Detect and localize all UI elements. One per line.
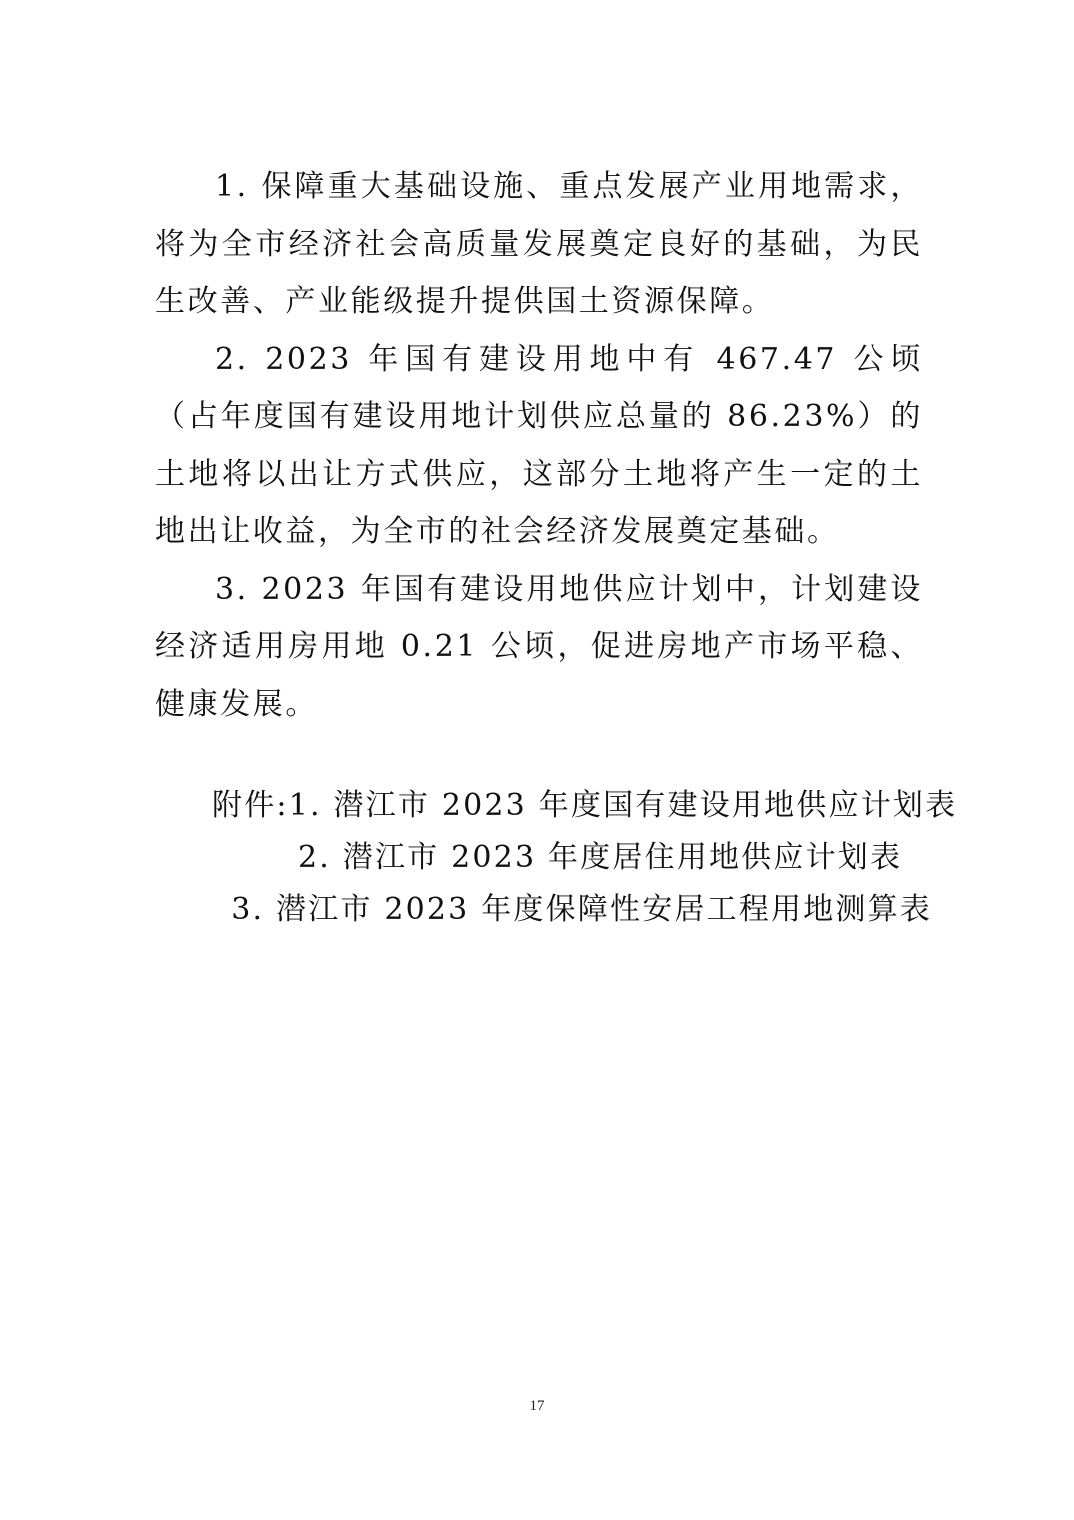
attachment-item-3: 3. 潜江市 2023 年度保障性安居工程用地测算表	[231, 892, 932, 927]
attachments-list	[212, 780, 958, 936]
attachments-label: 附件:	[212, 788, 289, 823]
attachment-item-2: 2. 潜江市 2023 年度居住用地供应计划表	[298, 840, 903, 875]
attachment-row	[212, 884, 932, 936]
paragraph-2: 2. 2023 年国有建设用地中有 467.47 公顷（占年度国有建设用地计划供应总量的 86.23%）的土地将以出让方式供应，这部分土地将产生一定的土地出让收益，为全市的社会经济发展奠定基础。	[155, 341, 923, 549]
attachment-row	[212, 832, 932, 884]
attachment-row	[212, 780, 958, 832]
paragraph-3: 3. 2023 年国有建设用地供应计划中，计划建设经济适用房用地 0.21 公顷，促进房地产市场平稳、健康发展。	[155, 571, 923, 722]
body-text	[155, 158, 923, 733]
attachment-item-1: 1. 潜江市 2023 年度国有建设用地供应计划表	[288, 788, 958, 823]
paragraph-1: 1. 保障重大基础设施、重点发展产业用地需求，将为全市经济社会高质量发展奠定良好的基础，为民生改善、产业能级提升提供国土资源保障。	[155, 169, 923, 319]
page-number: 17	[529, 1398, 545, 1414]
